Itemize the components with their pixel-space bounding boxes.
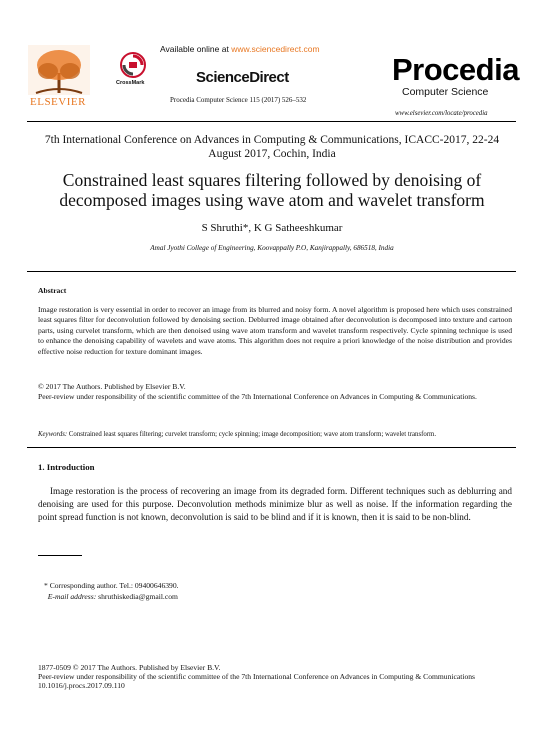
intro-text: Image restoration is the process of recovering an image from its degraded form. Different techniques such as deblurring and denoising are used for this purpose. Deconvolution methods minimize blur as well as noise. If the information regarding the point spread function is not known, deconvolution is said to be blind and if it is known, then it is said to be non-blind. [38,486,512,523]
conference-line: 7th International Conference on Advances in Computing & Communications, ICACC-2017, 22-24 August 2017, Cochin, India [44,134,500,160]
procedia-subtitle: Computer Science [402,86,489,98]
footnote-rule [38,555,82,556]
doi[interactable]: 10.1016/j.procs.2017.09.110 [38,681,125,691]
available-online [160,44,320,54]
peer-review-line: Peer-review under responsibility of the scientific committee of the 7th International Conference on Advances in Computing & Communications. [38,392,477,401]
paper-title: Constrained least squares filtering followed by denoising of decomposed images using wave atom and wavelet transform [59,170,485,210]
intro-heading: 1. Introduction [38,462,95,472]
keywords-label: Keywords: [38,431,68,438]
abstract-text: Image restoration is very essential in order to recover an image from its blurred and noisy form. A novel algorithm is proposed here which uses constrained least squares filter for deconvolution followed by denoising section. Deblurred image obtained after deconvolution is decomposed into texture and cartoon parts, using curvelet transform, which are then denoised using wave atom transform and wavelet transform respectively. Cycle spinning technique is used to enhance the denoising capability of wavelets and wave atoms. This algorithm does not require a priori knowledge of the noise distribution and provides effective noise reduction for texture dominant images. [38,305,512,356]
keywords-text: Constrained least squares filtering; curvelet transform; cycle spinning; image decomposition; wave atom transform; wavelet transform. [67,431,437,438]
bottom-peer-review: Peer-review under responsibility of the scientific committee of the 7th International Conference on Advances in Computing & Communications [38,672,476,682]
abstract-heading: Abstract [38,286,67,295]
procedia-logo: Procedia [392,52,519,87]
header-rule [27,121,516,122]
affiliation: Amal Jyothi College of Engineering, Koovappally P.O, Kanjirappally, 686518, India [150,244,394,252]
corresponding-author: * Corresponding author. Tel.: 09400646390. [44,581,179,590]
keywords [38,430,512,440]
journal-citation: Procedia Computer Science 115 (2017) 526–532 [170,96,307,104]
publisher-name: ELSEVIER [30,96,86,108]
sciencedirect-link[interactable]: www.sciencedirect.com [231,44,320,54]
abstract-top-rule [27,271,516,272]
email-label: E-mail address: [47,591,97,601]
available-prefix: Available online at [160,44,232,54]
procedia-url[interactable]: www.elsevier.com/locate/procedia [395,110,488,117]
crossmark-label: CrossMark [116,80,145,86]
abstract-bottom-rule [27,447,516,448]
issn-line: 1877-0509 © 2017 The Authors. Published by Elsevier B.V. [38,663,221,672]
email-address[interactable]: shruthiskedia@gmail.com [96,591,178,601]
bottom-matter [38,663,512,691]
sciencedirect-logo: ScienceDirect [196,69,289,86]
copyright-line: © 2017 The Authors. Published by Elsevier B.V. [38,382,186,391]
footnote [44,581,179,603]
authors: S Shruthi*, K G Satheeshkumar [201,222,343,234]
